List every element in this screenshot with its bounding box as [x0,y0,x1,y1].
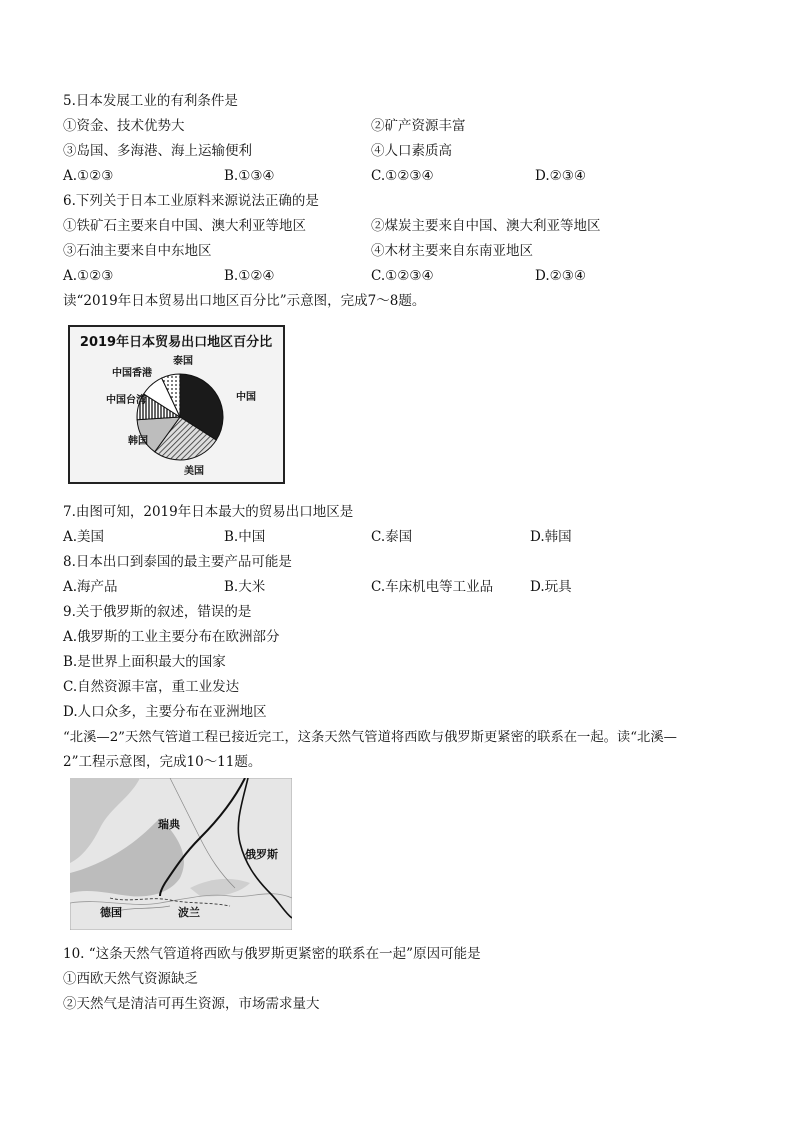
q5-option-d: D.②③④ [535,168,586,184]
q7-stem: 7.由图可知，2019年日本最大的贸易出口地区是 [63,504,354,520]
map-graphic [70,778,292,930]
q8-option-b: B.大米 [224,579,266,595]
pie-label-thailand: 泰国 [173,356,193,367]
q8-stem: 8.日本出口到泰国的最主要产品可能是 [63,554,292,570]
q7-option-a: A.美国 [63,529,105,545]
map-label-russia: 俄罗斯 [245,848,278,861]
pie-label-korea: 韩国 [128,436,148,447]
q9-option-b: B.是世界上面积最大的国家 [63,654,226,670]
map-label-poland: 波兰 [178,906,200,919]
q10-item-2: ②天然气是清洁可再生资源，市场需求量大 [63,996,320,1012]
q7-option-b: B.中国 [224,529,266,545]
q6-option-b: B.①②④ [224,268,275,284]
q5-item-3: ③岛国、多海港、海上运输便利 [63,143,252,159]
q6-item-2: ②煤炭主要来自中国、澳大利亚等地区 [371,218,601,234]
pie-label-taiwan: 中国台湾 [106,395,146,406]
pie-label-usa: 美国 [184,466,204,477]
q8-option-d: D.玩具 [530,579,572,595]
map-label-sweden: 瑞典 [158,818,180,831]
q5-item-1: ①资金、技术优势大 [63,118,185,134]
q5-option-c: C.①②③④ [371,168,434,184]
q6-option-a: A.①②③ [63,268,114,284]
q6-item-3: ③石油主要来自中东地区 [63,243,212,259]
q5-stem: 5.日本发展工业的有利条件是 [63,93,238,109]
intro-10-11-line2: 2”工程示意图，完成10～11题。 [63,754,262,770]
pie-label-china: 中国 [236,392,256,403]
intro-10-11-line1: “北溪—2”天然气管道工程已接近完工，这条天然气管道将西欧与俄罗斯更紧密的联系在一起。读“北溪— [63,730,677,745]
map-label-germany: 德国 [100,906,122,919]
q8-option-c: C.车床机电等工业品 [371,579,494,595]
pie-chart-figure [68,325,285,484]
q6-stem: 6.下列关于日本工业原料来源说法正确的是 [63,193,319,209]
q5-item-4: ④人口素质高 [371,143,452,159]
intro-7-8: 读“2019年日本贸易出口地区百分比”示意图，完成7～8题。 [63,293,426,309]
pie-label-hongkong: 中国香港 [112,368,152,379]
q7-option-c: C.泰国 [371,529,413,545]
q6-option-c: C.①②③④ [371,268,434,284]
q5-option-b: B.①③④ [224,168,275,184]
pie-chart [70,327,283,482]
q10-stem: 10. “这条天然气管道将西欧与俄罗斯更紧密的联系在一起”原因可能是 [63,946,481,962]
q6-item-4: ④木材主要来自东南亚地区 [371,243,533,259]
q7-option-d: D.韩国 [530,529,572,545]
q9-stem: 9.关于俄罗斯的叙述，错误的是 [63,604,252,620]
q5-option-a: A.①②③ [63,168,114,184]
q5-item-2: ②矿产资源丰富 [371,118,466,134]
q9-option-a: A.俄罗斯的工业主要分布在欧洲部分 [63,629,280,645]
q6-option-d: D.②③④ [535,268,586,284]
chart-title: 2019年日本贸易出口地区百分比 [79,335,273,350]
q9-option-d: D.人口众多，主要分布在亚洲地区 [63,704,267,720]
q9-option-c: C.自然资源丰富，重工业发达 [63,679,240,695]
q10-item-1: ①西欧天然气资源缺乏 [63,971,198,987]
q8-option-a: A.海产品 [63,579,118,595]
nord-stream-map [70,778,292,930]
q6-item-1: ①铁矿石主要来自中国、澳大利亚等地区 [63,218,306,234]
